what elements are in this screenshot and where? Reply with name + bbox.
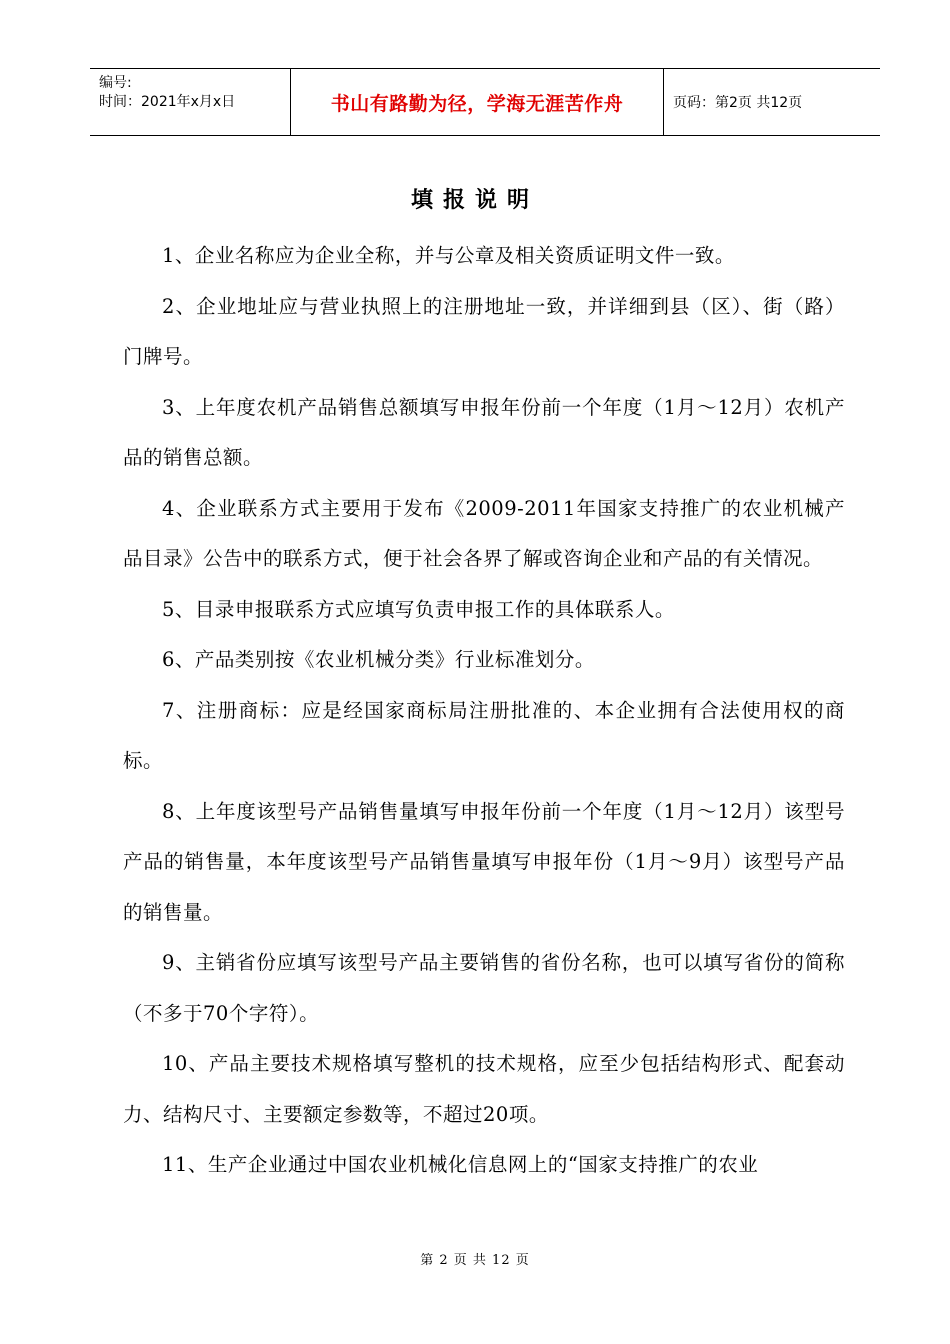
paragraph-9: 9、主销省份应填写该型号产品主要销售的省份名称，也可以填写省份的简称（不多于70个字符）。: [123, 951, 845, 1025]
document-body: [123, 231, 845, 1191]
paragraph-10: 10、产品主要技术规格填写整机的技术规格，应至少包括结构形式、配套动力、结构尺寸、主要额定参数等，不超过20项。: [123, 1052, 845, 1126]
paragraph-6: 6、产品类别按《农业机械分类》行业标准划分。: [162, 648, 595, 671]
paragraph-5: 5、目录申报联系方式应填写负责申报工作的具体联系人。: [162, 597, 675, 621]
paragraph-11: 11、生产企业通过中国农业机械化信息网上的“国家支持推广的农业: [162, 1153, 759, 1176]
header-motto: 书山有路勤为径，学海无涯苦作舟: [291, 69, 664, 135]
time-label: 时间：2021年x月x日: [99, 94, 236, 110]
document-title: 填报说明: [410, 188, 539, 213]
paragraph-8: 8、上年度该型号产品销售量填写申报年份前一个年度（1月～12月）该型号产品的销售量，本年度该型号产品销售量填写申报年份（1月～9月）该型号产品的销售量。: [123, 799, 845, 924]
serial-label: 编号:: [99, 75, 132, 91]
page-footer: 第 2 页 共 12 页: [420, 1253, 530, 1268]
header-page-info: 页码：第2页 共12页: [673, 95, 803, 111]
paragraph-4: 4、企业联系方式主要用于发布《2009-2011年国家支持推广的农业机械产品目录》公告中的联系方式，便于社会各界了解或咨询企业和产品的有关情况。: [123, 496, 845, 570]
page-header: [90, 68, 880, 136]
paragraph-7: 7、注册商标：应是经国家商标局注册批准的、本企业拥有合法使用权的商标。: [123, 698, 845, 772]
paragraph-1: 1、企业名称应为企业全称，并与公章及相关资质证明文件一致。: [162, 244, 735, 267]
header-meta: [90, 69, 291, 135]
paragraph-3: 3、上年度农机产品销售总额填写申报年份前一个年度（1月～12月）农机产品的销售总额。: [123, 395, 845, 469]
paragraph-2: 2、企业地址应与营业执照上的注册地址一致，并详细到县（区）、街（路）门牌号。: [123, 294, 845, 368]
